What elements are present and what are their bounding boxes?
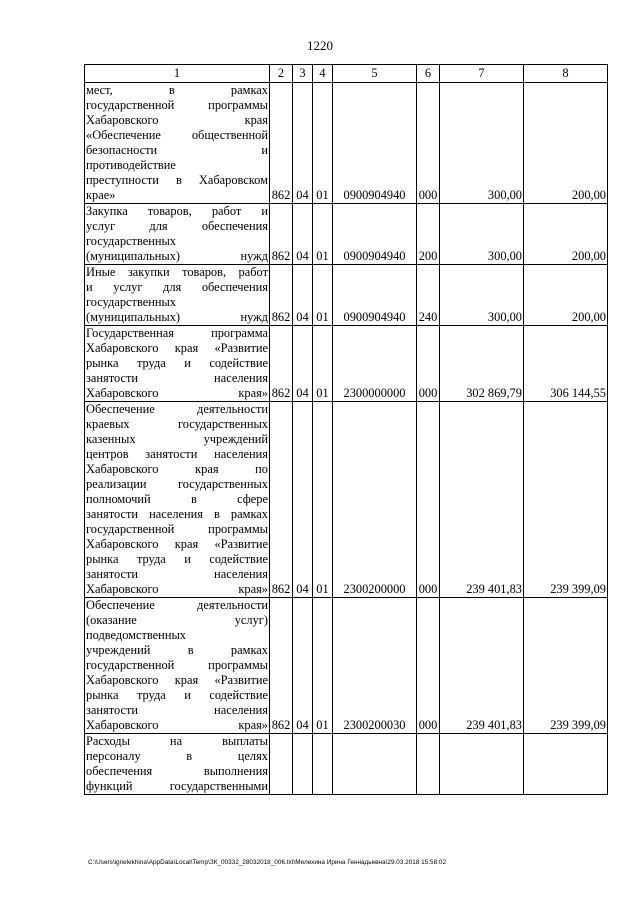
description-line: занятости населения в рамках (86, 507, 268, 521)
description-line: Хабаровского края (86, 113, 268, 127)
target-article-code: 2300200000 (333, 402, 417, 598)
description-line: противодействие (86, 158, 176, 172)
description-line: (оказание услуг) (86, 613, 268, 627)
table-row (85, 83, 608, 204)
expense-type-code: 240 (417, 265, 440, 326)
file-path-footer: C:\Users\ignelekhina\AppData\Local\Temp\ЗК_00332_28032018_006.txt\Мелехина Ирина Геннадьевна\29.03.2018 15:58:02 (88, 859, 447, 866)
subsection-code: 01 (313, 402, 333, 598)
description-line: рынка труда и содействие (86, 356, 268, 370)
expense-type-code: 000 (417, 598, 440, 734)
subsection-code: 01 (313, 265, 333, 326)
amount-year-2: 306 144,55 (524, 326, 608, 402)
description-line: преступности в Хабаровском (86, 173, 268, 187)
description-line: Хабаровского края «Развитие (86, 537, 268, 551)
description-line: государственных (86, 295, 177, 309)
table-row (85, 598, 608, 734)
row-description (85, 326, 270, 402)
table-row (85, 326, 608, 402)
column-header: 1 (85, 65, 270, 83)
description-line: государственной программы (86, 98, 268, 112)
table-row (85, 402, 608, 598)
section-code: 04 (293, 598, 313, 734)
description-line: и услуг для обеспечения (86, 280, 268, 294)
description-line: персоналу в целях (86, 749, 268, 763)
target-article-code: 2300200030 (333, 598, 417, 734)
admin-code: 862 (270, 326, 293, 402)
description-line: Обеспечение деятельности (86, 402, 268, 416)
amount-year-2: 239 399,09 (524, 598, 608, 734)
description-line: Государственная программа (86, 326, 268, 340)
description-line: Хабаровского края «Развитие (86, 673, 268, 687)
description-line: полномочий в сфере (86, 492, 268, 506)
description-line: обеспечения выполнения (86, 764, 268, 778)
amount-year-2: 200,00 (524, 204, 608, 265)
column-header: 5 (333, 65, 417, 83)
row-description (85, 402, 270, 598)
description-line: Расходы на выплаты (86, 734, 268, 748)
page-number: 1220 (307, 38, 333, 53)
admin-code: 862 (270, 402, 293, 598)
description-line: крае» (86, 188, 116, 202)
description-line: подведомственных (86, 628, 186, 642)
amount-year-1: 302 869,79 (440, 326, 524, 402)
subsection-code: 01 (313, 326, 333, 402)
description-line: Обеспечение деятельности (86, 598, 268, 612)
section-code: 04 (293, 326, 313, 402)
amount-year-1: 300,00 (440, 265, 524, 326)
subsection-code: 01 (313, 83, 333, 204)
table-row (85, 204, 608, 265)
description-line: казенных учреждений (86, 432, 268, 446)
description-line: государственных (86, 234, 177, 248)
column-header: 4 (313, 65, 333, 83)
description-line: мест, в рамках (86, 83, 268, 97)
description-line: реализации государственных (86, 477, 268, 491)
expense-type-code: 000 (417, 326, 440, 402)
description-line: Иные закупки товаров, работ (86, 265, 268, 279)
budget-table (84, 64, 608, 795)
admin-code: 862 (270, 598, 293, 734)
description-line: Хабаровского края» (86, 386, 268, 400)
description-line: рынка труда и содействие (86, 552, 268, 566)
description-line: государственной программы (86, 658, 268, 672)
amount-year-1: 239 401,83 (440, 402, 524, 598)
admin-code: 862 (270, 83, 293, 204)
column-header: 8 (524, 65, 608, 83)
subsection-code: 01 (313, 598, 333, 734)
target-article-code: 2300000000 (333, 326, 417, 402)
target-article-code: 0900904940 (333, 204, 417, 265)
description-line: государственной программы (86, 522, 268, 536)
table-row (85, 265, 608, 326)
column-header-row (85, 65, 608, 83)
target-article-code: 0900904940 (333, 83, 417, 204)
admin-code (270, 734, 293, 795)
admin-code: 862 (270, 265, 293, 326)
description-line: услуг для обеспечения (86, 219, 268, 233)
admin-code: 862 (270, 204, 293, 265)
description-line: Хабаровского края «Развитие (86, 341, 268, 355)
column-header: 2 (270, 65, 293, 83)
amount-year-1 (440, 734, 524, 795)
expense-type-code: 000 (417, 402, 440, 598)
amount-year-2 (524, 734, 608, 795)
amount-year-1: 300,00 (440, 83, 524, 204)
amount-year-2: 200,00 (524, 83, 608, 204)
row-description (85, 204, 270, 265)
row-description (85, 83, 270, 204)
section-code: 04 (293, 402, 313, 598)
description-line: Закупка товаров, работ и (86, 204, 268, 218)
subsection-code: 01 (313, 204, 333, 265)
row-description (85, 598, 270, 734)
row-description (85, 734, 270, 795)
column-header: 7 (440, 65, 524, 83)
section-code: 04 (293, 265, 313, 326)
description-line: безопасности и (86, 143, 268, 157)
target-article-code: 0900904940 (333, 265, 417, 326)
description-line: Хабаровского края» (86, 718, 268, 732)
description-line: (муниципальных) нужд (86, 249, 268, 263)
description-line: (муниципальных) нужд (86, 310, 268, 324)
expense-type-code: 000 (417, 83, 440, 204)
amount-year-2: 239 399,09 (524, 402, 608, 598)
section-code (293, 734, 313, 795)
row-description (85, 265, 270, 326)
description-line: «Обеспечение общественной (86, 128, 268, 142)
description-line: функций государственными (86, 779, 268, 793)
description-line: краевых государственных (86, 417, 268, 431)
target-article-code (333, 734, 417, 795)
description-line: центров занятости населения (86, 447, 268, 461)
description-line: Хабаровского края» (86, 582, 268, 596)
description-line: занятости населения (86, 371, 268, 385)
column-header: 6 (417, 65, 440, 83)
amount-year-2: 200,00 (524, 265, 608, 326)
amount-year-1: 239 401,83 (440, 598, 524, 734)
description-line: учреждений в рамках (86, 643, 268, 657)
description-line: Хабаровского края по (86, 462, 268, 476)
table-row (85, 734, 608, 795)
section-code: 04 (293, 204, 313, 265)
description-line: занятости населения (86, 567, 268, 581)
amount-year-1: 300,00 (440, 204, 524, 265)
expense-type-code (417, 734, 440, 795)
expense-type-code: 200 (417, 204, 440, 265)
column-header: 3 (293, 65, 313, 83)
description-line: рынка труда и содействие (86, 688, 268, 702)
section-code: 04 (293, 83, 313, 204)
description-line: занятости населения (86, 703, 268, 717)
subsection-code (313, 734, 333, 795)
